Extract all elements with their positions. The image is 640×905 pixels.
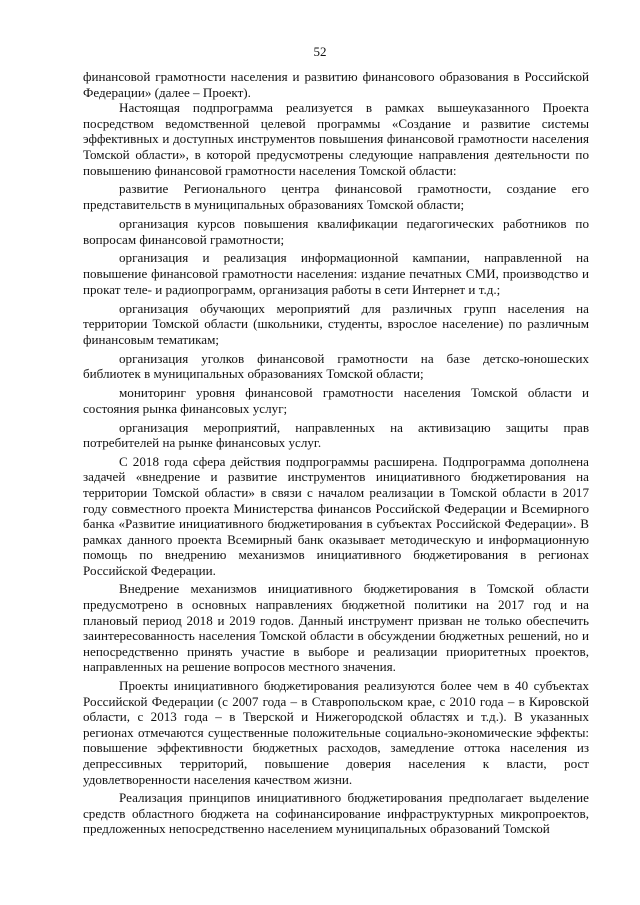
page-number: 52 <box>313 44 327 59</box>
paragraph-2018-expansion: С 2018 года сфера действия подпрограммы расширена. Подпрограмма дополнена задачей «внедрение и развитие инструментов инициативного бюджетирования на территории Томской области» в связи с началом реализации в Томской области в 2017 году совместного проекта Министерства финансов Российской Федерации и Всемирного банка «Развитие инициативного бюджетирования в субъектах Российской Федерации». В рамках данного проекта Всемирный банк оказывает методическую и информационную помощь по внедрению механизмов инициативного бюджетирования в регионах Российской Федерации. <box>83 453 589 578</box>
list-item-consumer-protection: организация мероприятий, направленных на активизацию защиты прав потребителей на рынке финансовых услуг. <box>83 419 589 451</box>
list-item-training-events: организация обучающих мероприятий для различных групп населения на территории Томской области (школьники, студенты, взрослое население) по различным финансовым тематикам; <box>83 300 589 347</box>
list-item-information-campaign: организация и реализация информационной кампании, направленной на повышение финансовой грамотности населения: издание печатных СМИ, производство и прокат теле- и радиопрограмм, организация работы в сети Интернет и т.д.; <box>83 250 589 297</box>
list-item-teacher-courses: организация курсов повышения квалификации педагогических работников по вопросам финансовой грамотности; <box>83 215 589 247</box>
paragraph-principles: Реализация принципов инициативного бюджетирования предполагает выделение средств областного бюджета на софинансирование инфраструктурных микропроектов, предложенных непосредственно населением муниципальных образований Томской <box>83 790 589 837</box>
paragraph-continuation: финансовой грамотности населения и развитию финансового образования в Российской Федерации» (далее – Проект). <box>83 69 589 100</box>
list-item-library-corners: организация уголков финансовой грамотности на базе детско-юношеских библиотек в муниципальных образованиях Томской области; <box>83 350 589 382</box>
paragraph-regions-experience: Проекты инициативного бюджетирования реализуются более чем в 40 субъектах Российской Федерации (с 2007 года – в Ставропольском крае, с 2010 года – в Кировской области, с 2013 года – в Тверской и Нижегородской областях и т.д.). В указанных регионах отмечаются существенные положительные социально-экономические эффекты: повышение эффективности бюджетных расходов, замедление оттока населения из депрессивных территорий, повышение доверия населения к власти, рост удовлетворенности населения качеством жизни. <box>83 678 589 787</box>
paragraph-program-intro: Настоящая подпрограмма реализуется в рамках вышеуказанного Проекта посредством ведомственной целевой программы «Создание и развитие системы эффективных и доступных инструментов повышения финансовой грамотности населения Томской области», в которой предусмотрены следующие направления деятельности по повышению финансовой грамотности населения Томской области: <box>83 100 589 178</box>
paragraph-budget-mechanisms: Внедрение механизмов инициативного бюджетирования в Томской области предусмотрено в основных направлениях бюджетной политики на 2017 год и на плановый период 2018 и 2019 годов. Данный инструмент призван не только обеспечить заинтересованность населения Томской области в обсуждении бюджетных решений, но и непосредственно принять участие в выборе и реализации приоритетных проектов, направленных на решение вопросов местного значения. <box>83 581 589 675</box>
document-body <box>83 69 589 837</box>
list-item-monitoring: мониторинг уровня финансовой грамотности населения Томской области и состояния рынка финансовых услуг; <box>83 385 589 416</box>
list-item-regional-center: развитие Регионального центра финансовой грамотности, создание его представительств в муниципальных образованиях Томской области; <box>83 181 589 213</box>
